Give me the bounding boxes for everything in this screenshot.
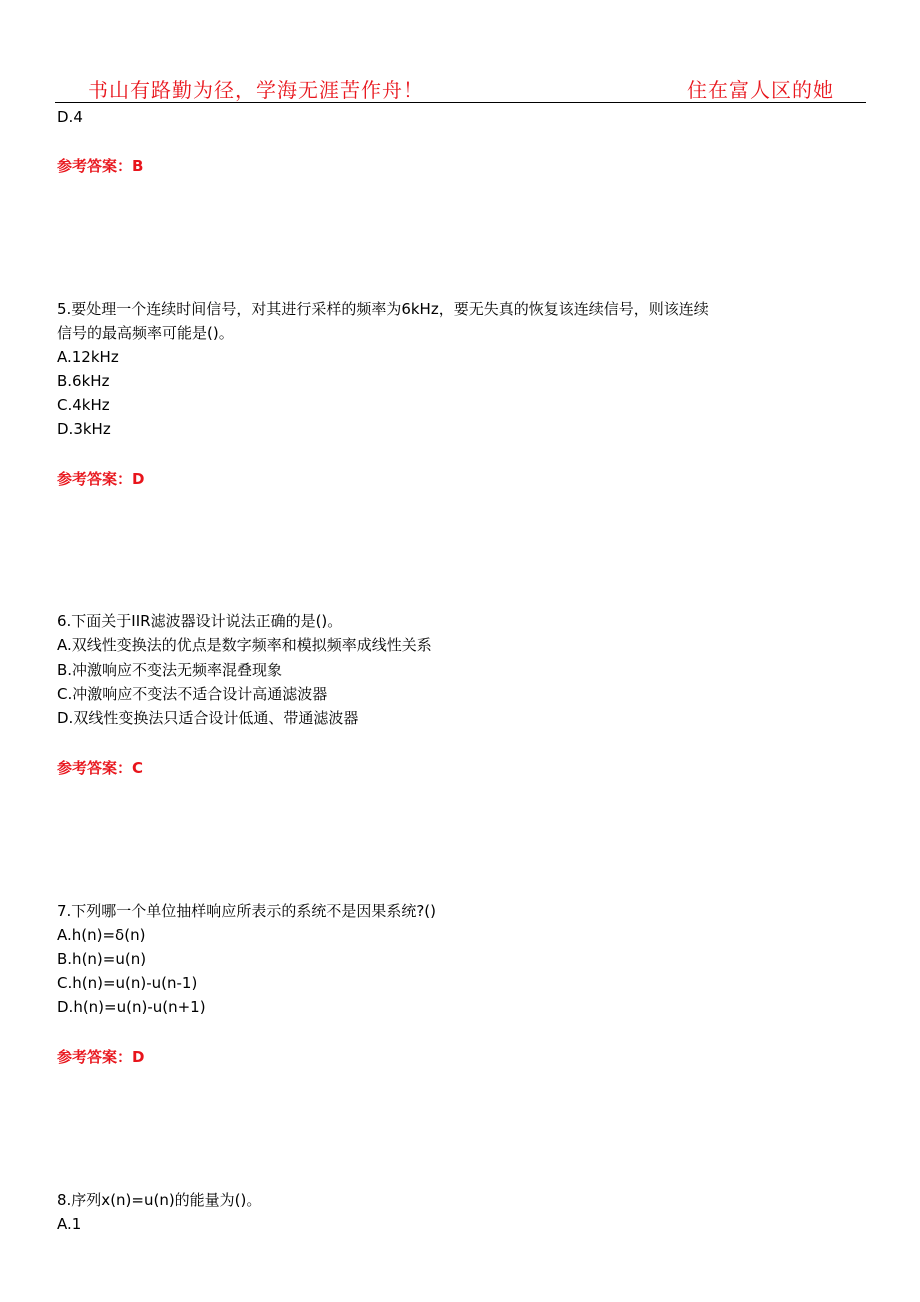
q7-option-d: D.h(n)=u(n)-u(n+1) — [57, 998, 206, 1016]
q6-option-a: A.双线性变换法的优点是数字频率和模拟频率成线性关系 — [57, 636, 432, 654]
q5-stem-line2: 信号的最高频率可能是()。 — [57, 324, 234, 342]
answer-label: 参考答案： — [57, 470, 133, 488]
q5-option-a: A.12kHz — [57, 348, 119, 366]
q6-answer — [57, 757, 143, 778]
header-author: 住在富人区的她 — [687, 78, 834, 102]
q5-answer — [57, 468, 144, 489]
q5-option-d: D.3kHz — [57, 420, 111, 438]
q8-option-a: A.1 — [57, 1215, 82, 1233]
q6-option-c: C.冲激响应不变法不适合设计高通滤波器 — [57, 685, 328, 703]
answer-label: 参考答案： — [57, 1048, 133, 1066]
answer-label: 参考答案： — [57, 759, 133, 777]
q6-option-b: B.冲激响应不变法无频率混叠现象 — [57, 661, 283, 679]
q7-stem: 7.下列哪一个单位抽样响应所表示的系统不是因果系统?() — [57, 902, 436, 920]
q4-answer — [57, 155, 143, 176]
answer-value: D — [132, 1048, 145, 1066]
q4-option-d: D.4 — [57, 108, 83, 126]
answer-value: B — [132, 157, 144, 175]
q5-option-c: C.4kHz — [57, 396, 110, 414]
answer-value: D — [132, 470, 145, 488]
q7-option-b: B.h(n)=u(n) — [57, 950, 147, 968]
q5-option-b: B.6kHz — [57, 372, 110, 390]
answer-label: 参考答案： — [57, 157, 133, 175]
q6-stem: 6.下面关于IIR滤波器设计说法正确的是()。 — [57, 612, 343, 630]
header-motto: 书山有路勤为径，学海无涯苦作舟！ — [88, 78, 424, 102]
page-header — [55, 70, 866, 103]
q7-answer — [57, 1046, 144, 1067]
answer-value: C — [132, 759, 144, 777]
q5-stem-line1: 5.要处理一个连续时间信号，对其进行采样的频率为6kHz，要无失真的恢复该连续信号，则该连续 — [57, 300, 709, 318]
q7-option-a: A.h(n)=δ(n) — [57, 926, 146, 944]
q6-option-d: D.双线性变换法只适合设计低通、带通滤波器 — [57, 709, 359, 727]
q8-stem: 8.序列x(n)=u(n)的能量为()。 — [57, 1191, 262, 1209]
q7-option-c: C.h(n)=u(n)-u(n-1) — [57, 974, 198, 992]
